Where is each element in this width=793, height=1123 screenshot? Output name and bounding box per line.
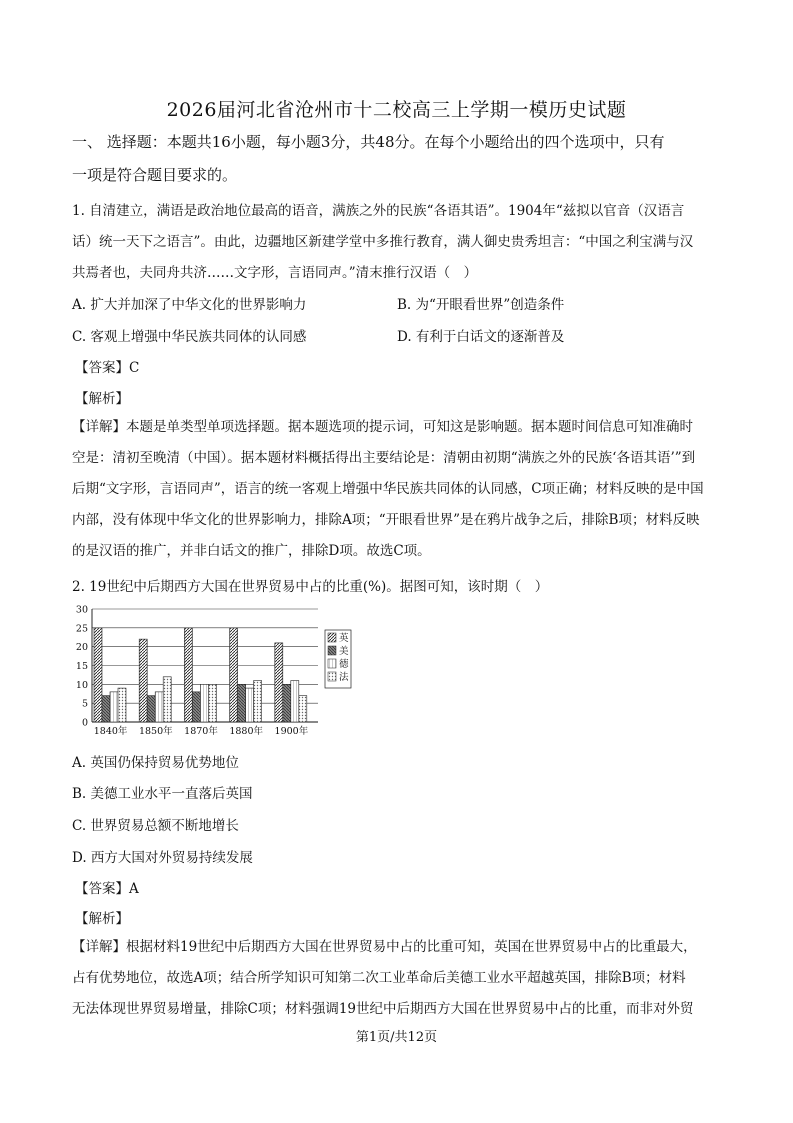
y-tick-label: 15 (75, 661, 88, 672)
legend-label: 美 (339, 646, 349, 657)
q2-option-c: C. 世界贸易总额不断地增长 (72, 818, 239, 834)
bar-美 (102, 696, 110, 722)
bar-美 (238, 684, 246, 722)
x-tick-label: 1850年 (138, 726, 173, 737)
q2-option-a: A. 英国仍保持贸易优势地位 (72, 755, 239, 771)
bar-法 (163, 677, 171, 722)
legend-swatch (328, 646, 336, 655)
bar-美 (283, 684, 291, 722)
question-2-stem: 2. 19世纪中后期西方大国在世界贸易中占的比重(%)。据图可知，该时期（ ） (72, 579, 549, 595)
q1-detail-line: 后期“文字形，言语同声”，语言的统一客观上增强中华民族共同体的认同感，C项正确；材料反映的是中国 (72, 481, 704, 497)
bar-英 (139, 639, 147, 722)
bar-德 (246, 688, 254, 722)
q1-answer: 【答案】C (75, 360, 140, 376)
q1-option-d: D. 有利于白话文的逐渐普及 (397, 329, 565, 345)
bar-法 (208, 684, 216, 722)
bar-德 (110, 692, 118, 722)
q2-detail (72, 932, 722, 1025)
legend-swatch (328, 672, 336, 681)
q1-detail-line: 【详解】本题是单类型单项选择题。据本题选项的提示词，可知这是影响题。据本题时间信息可知准确时 (72, 419, 693, 435)
q1-detail-line: 内部，没有体现中华文化的世界影响力，排除A项；“开眼看世界”是在鸦片战争之后，排除B项；材料反映 (72, 512, 700, 528)
y-tick-label: 5 (81, 698, 88, 710)
legend-swatch (328, 633, 336, 642)
bar-美 (192, 692, 200, 722)
q1-detail (72, 412, 722, 567)
trade-share-bar-chart (70, 600, 370, 740)
q1-option-c: C. 客观上增强中华民族共同体的认同感 (72, 329, 307, 345)
bar-英 (184, 628, 192, 722)
legend-label: 英 (339, 633, 349, 644)
section-instructions-line2: 一项是符合题目要求的。 (72, 166, 238, 184)
section-instructions-line1: 一、 选择题：本题共16小题，每小题3分，共48分。在每个小题给出的四个选项中，只有 (72, 133, 665, 151)
y-tick-label: 30 (75, 604, 88, 616)
x-tick-label: 1880年 (229, 726, 264, 737)
bar-英 (230, 628, 238, 722)
q1-stem-line: 共焉者也，夫同舟共济……文字形，言语同声。”清末推行汉语（ ） (72, 265, 478, 281)
bar-德 (200, 684, 208, 722)
q1-stem-line: 1. 自清建立，满语是政治地位最高的语音，满族之外的民族“各语其语”。1904年“兹拟以官音（汉语言 (72, 203, 685, 219)
page-title: 2026届河北省沧州市十二校高三上学期一模历史试题 (166, 99, 627, 121)
q1-analysis-label: 【解析】 (75, 391, 129, 407)
q1-detail-line: 空是：清初至晚清（中国）。据本题材料概括得出主要结论是：清朝由初期“满族之外的民族‘各语其语’”到 (72, 450, 696, 466)
legend-label: 德 (339, 659, 349, 670)
x-tick-label: 1840年 (93, 726, 128, 737)
y-tick-label: 20 (75, 642, 88, 654)
page-footer: 第1页/共12页 (355, 1030, 438, 1045)
question-1-stem (72, 196, 722, 289)
bar-美 (147, 696, 155, 722)
q1-option-a: A. 扩大并加深了中华文化的世界影响力 (72, 297, 307, 313)
q2-analysis-label: 【解析】 (75, 911, 129, 927)
x-tick-label: 1900年 (274, 726, 309, 737)
bar-法 (118, 688, 126, 722)
y-tick-label: 25 (75, 623, 88, 635)
q2-answer: 【答案】A (75, 881, 139, 897)
y-tick-label: 0 (81, 717, 88, 729)
q2-option-b: B. 美德工业水平一直落后英国 (72, 786, 253, 802)
q1-detail-line: 的是汉语的推广，并非白话文的推广，排除D项。故选C项。 (72, 543, 431, 559)
bar-法 (299, 696, 307, 722)
legend-swatch (328, 659, 336, 668)
bar-英 (94, 628, 102, 722)
x-tick-label: 1870年 (184, 726, 218, 737)
y-tick-label: 10 (75, 679, 88, 691)
q1-option-b: B. 为“开眼看世界”创造条件 (397, 297, 565, 313)
bar-英 (275, 643, 283, 722)
q2-detail-line: 占有优势地位，故选A项；结合所学知识可知第二次工业革命后美德工业水平超越英国，排除B项；材料 (72, 970, 686, 986)
legend-label: 法 (339, 672, 349, 683)
bar-法 (254, 681, 262, 722)
bar-德 (291, 681, 299, 722)
bar-德 (155, 692, 163, 722)
q2-option-d: D. 西方大国对外贸易持续发展 (72, 850, 253, 866)
q2-detail-line: 【详解】根据材料19世纪中后期西方大国在世界贸易中占的比重可知，英国在世界贸易中占的比重最大， (72, 939, 697, 955)
q2-detail-line: 无法体现世界贸易增量，排除C项；材料强调19世纪中后期西方大国在世界贸易中占的比重，而非对外贸 (72, 1001, 694, 1017)
q1-stem-line: 话）统一天下之语言”。由此，边疆地区新建学堂中多推行教育，满人御史贵秀坦言：“中国之利宝满与汉 (72, 234, 694, 250)
